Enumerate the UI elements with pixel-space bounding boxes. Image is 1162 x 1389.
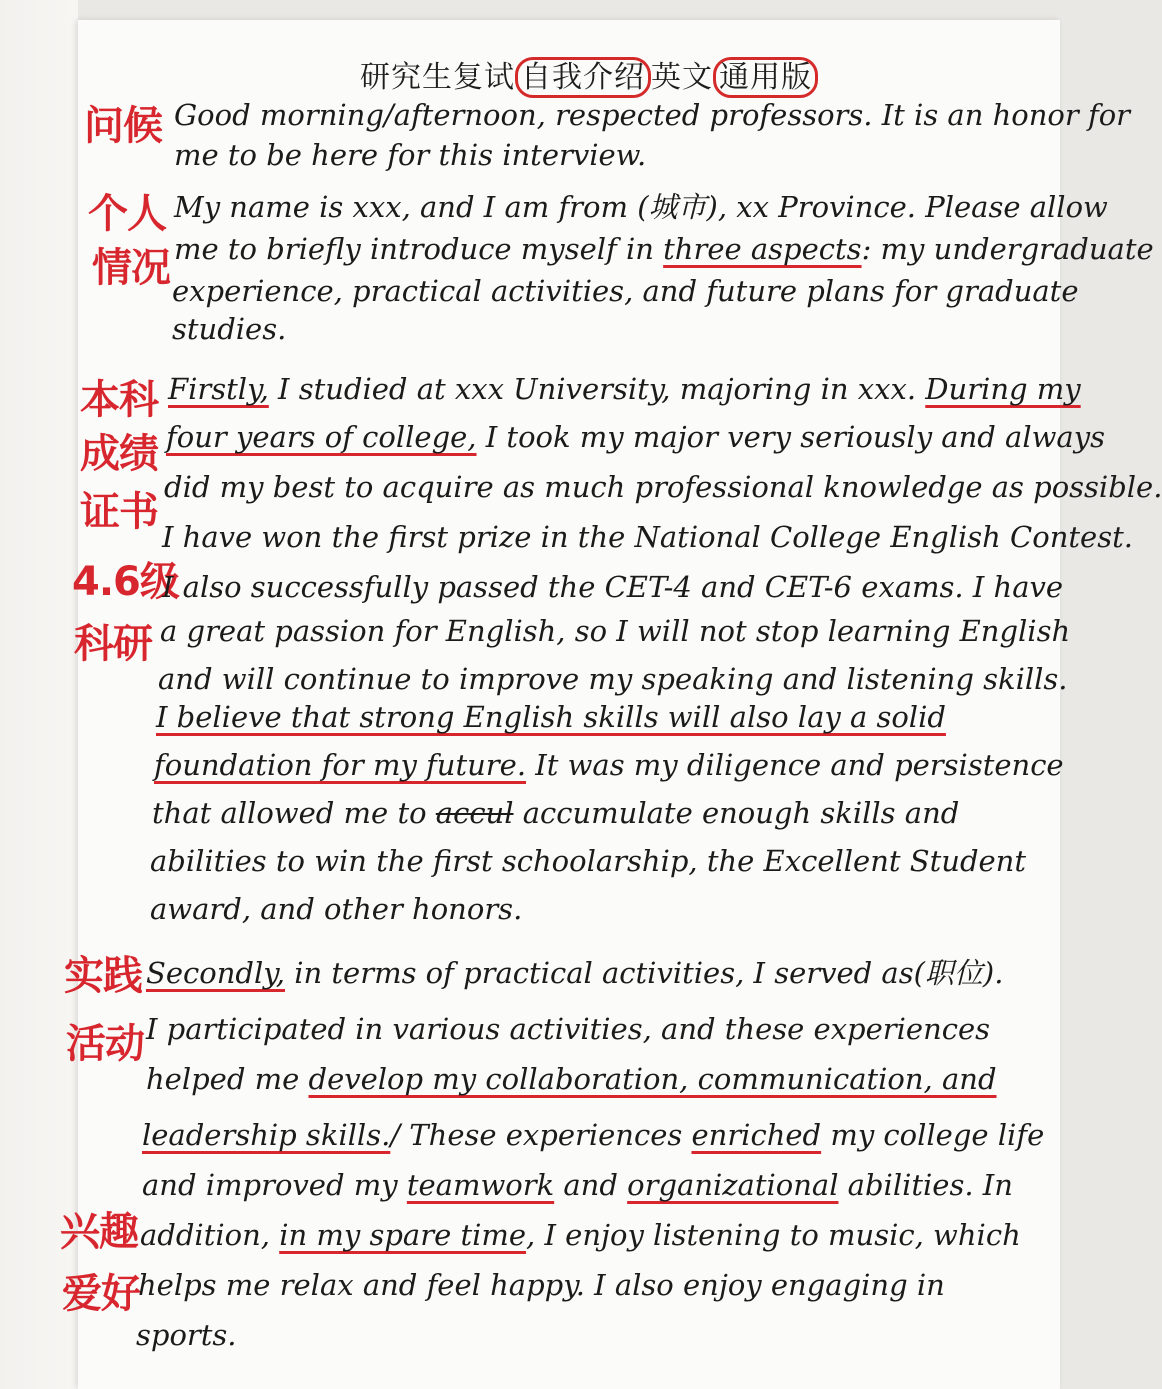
underlined-phrase: four years of college, (166, 420, 477, 454)
title-middle: 英文 (651, 60, 713, 95)
text-segment: , I enjoy listening to music, which (526, 1218, 1021, 1252)
text-line: abilities to win the first schoolarship, the Excellent Student (150, 844, 1027, 878)
label-academic-3: 证书 (80, 489, 158, 535)
label-academic-2: 成绩 (80, 431, 158, 477)
text-line: I participated in various activities, and these experiences (146, 1012, 991, 1046)
label-hobby-1: 兴趣 (60, 1209, 138, 1255)
text-line (142, 1168, 1013, 1202)
label-personal-1: 个人 (88, 191, 166, 237)
text-line: helps me relax and feel happy. I also enjoy engaging in (138, 1268, 945, 1302)
text-segment: : my undergraduate (861, 232, 1154, 266)
text-segment: and (554, 1168, 628, 1202)
text-line (168, 372, 1081, 406)
text-segment: in terms of practical activities, I served as(职位). (285, 956, 1004, 990)
text-line: studies. (172, 312, 287, 346)
text-line: did my best to acquire as much professional knowledge as possible. (164, 470, 1162, 504)
underlined-phrase: three aspects (663, 232, 862, 266)
text-segment: and improved my (142, 1168, 407, 1202)
text-line (154, 748, 1064, 782)
text-segment: abilities. In (838, 1168, 1013, 1202)
text-line: a great passion for English, so I will not stop learning English (160, 614, 1071, 648)
text-line (166, 420, 1105, 454)
underlined-phrase: teamwork (406, 1168, 555, 1202)
label-academic-1: 本科 (80, 377, 158, 423)
text-segment: helped me (146, 1062, 309, 1096)
text-line: My name is xxx, and I am from (城市), xx Province. Please allow (174, 190, 1108, 224)
text-segment: I took my major very seriously and always (476, 420, 1105, 454)
label-practice-1: 实践 (64, 953, 142, 999)
text-line (140, 1218, 1021, 1252)
underlined-phrase: Secondly, (146, 956, 285, 990)
text-line (174, 232, 1154, 266)
text-line: sports. (136, 1318, 237, 1352)
text-segment: that allowed me to (152, 796, 436, 830)
underlined-phrase: foundation for my future. (154, 748, 527, 782)
underlined-phrase: Firstly, (168, 372, 269, 406)
text-line: experience, practical activities, and future plans for graduate (172, 274, 1079, 308)
label-personal-2: 情况 (92, 245, 170, 291)
text-segment: / These experiences (390, 1118, 692, 1152)
text-segment: accumulate enough skills and (513, 796, 960, 830)
text-segment: I studied at xxx University, majoring in xxx. (268, 372, 926, 406)
label-greeting: 问候 (84, 103, 162, 149)
label-academic-5: 科研 (74, 621, 152, 667)
text-line: I also successfully passed the CET-4 and CET-6 exams. I have (162, 570, 1064, 604)
text-segment: my college life (821, 1118, 1045, 1152)
underlined-phrase: During my (925, 372, 1081, 406)
title-circled-general: 通用版 (713, 57, 818, 98)
underlined-phrase: leadership skills. (142, 1118, 391, 1152)
underlined-phrase: in my spare time (279, 1218, 527, 1252)
text-line: me to be here for this interview. (174, 138, 647, 172)
title-prefix: 研究生复试 (360, 60, 515, 95)
text-line (142, 1118, 1044, 1152)
page-left-edge (0, 0, 78, 1389)
text-line (146, 1062, 997, 1096)
underlined-phrase: enriched (691, 1118, 822, 1152)
label-hobby-2: 爱好 (62, 1271, 140, 1317)
text-line (156, 700, 946, 734)
text-line: Good morning/afternoon, respected professors. It is an honor for (174, 98, 1131, 132)
underlined-phrase: I believe that strong English skills will also lay a solid (156, 700, 946, 734)
label-academic-4: 4.6级 (72, 559, 179, 605)
text-line: I have won the first prize in the National College English Contest. (162, 520, 1133, 554)
text-segment: me to briefly introduce myself in (174, 232, 664, 266)
text-line (152, 796, 959, 830)
text-line (146, 956, 1003, 990)
crossed-out-word: accul (435, 796, 514, 830)
text-line: and will continue to improve my speaking and listening skills. (158, 662, 1068, 696)
title-circled-self-intro: 自我介绍 (515, 57, 651, 98)
text-segment: It was my diligence and persistence (526, 748, 1064, 782)
underlined-phrase: develop my collaboration, communication, and (308, 1062, 997, 1096)
text-segment: addition, (140, 1218, 280, 1252)
underlined-phrase: organizational (627, 1168, 839, 1202)
label-practice-2: 活动 (66, 1021, 144, 1067)
text-line: award, and other honors. (150, 892, 523, 926)
page-title (360, 52, 830, 96)
